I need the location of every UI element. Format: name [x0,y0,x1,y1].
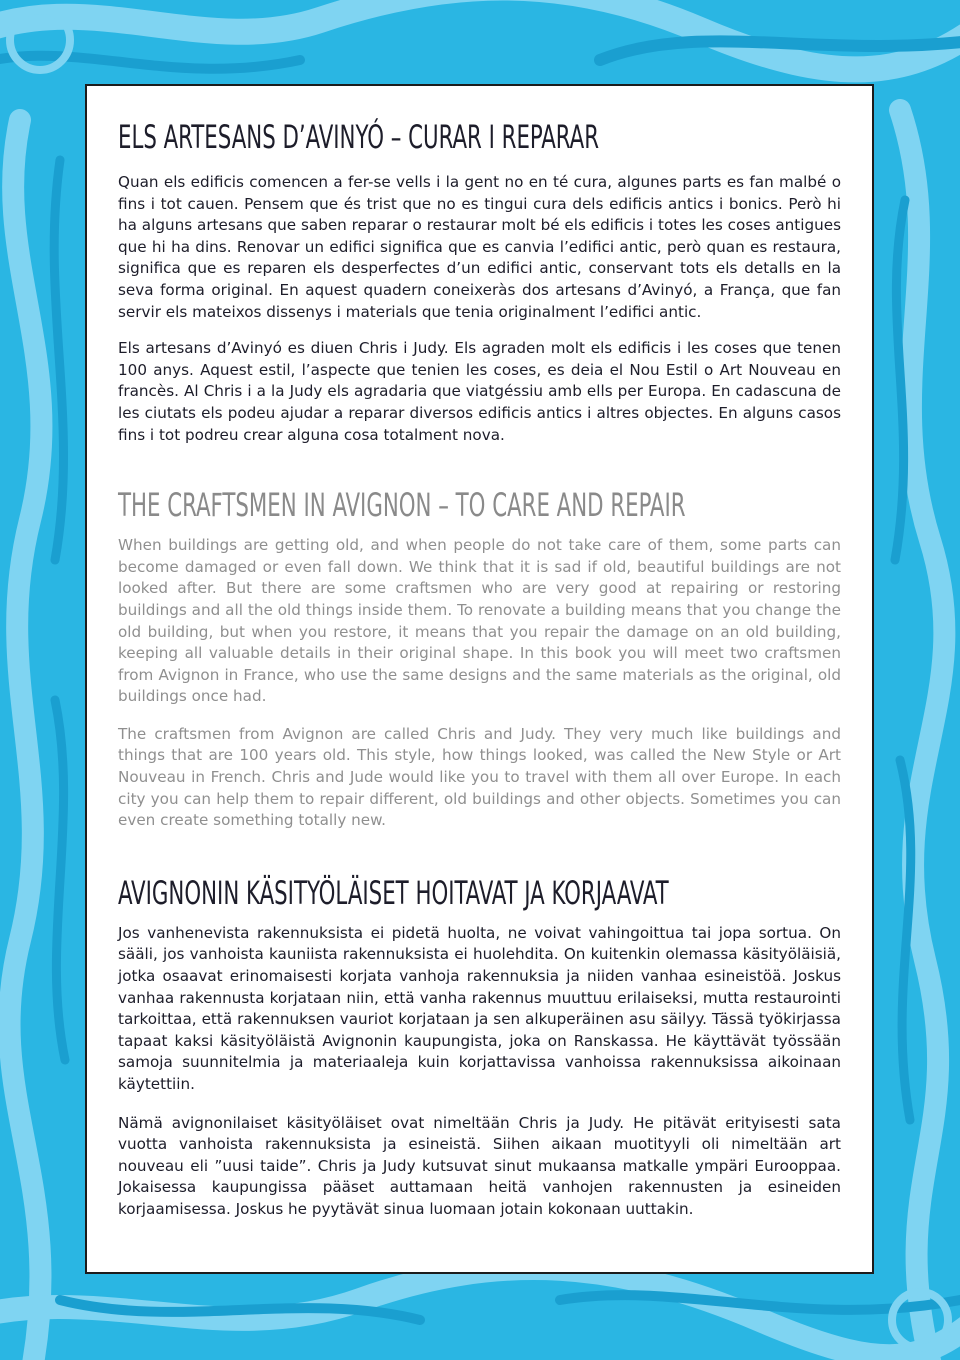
english-section [118,482,841,832]
catalan-paragraph-1: Quan els edificis comencen a fer-se vells i la gent no en té cura, algunes parts es fan malbé o fins i tot cauen. Pensem que és trist que no es tingui cura dels edificis antics i bonics. Però hi ha alguns artesans que saben reparar o restaurar molt bé els edificis i totes les coses antigues que hi ha dins. Renovar un edifici significa que es canvia l’edifici antic, però quan es restaura, significa que es reparen els desperfectes d’un edifici antic, conservant tots els detalls en la seva forma original. En aquest quadern coneixeràs dos artesans d’Avinyó, a França, que fan servir els mateixos dissenys i materials que tenia originalment l’edifici antic. [118,173,841,321]
finnish-paragraph-2: Nämä avignonilaiset käsityöläiset ovat nimeltään Chris ja Judy. He pitävät erityisesti sata vuotta vanhoista rakennuksista ja esineistä. Siihen aikaan muotityyli oli nimeltään art nouveau eli ”uusi taide”. Chris ja Judy kutsuvat sinut mukaansa matkalle ympäri Eurooppaa. Jokaisessa kaupungissa pääset auttamaan heitä vanhojen rakennusten ja esineiden korjaamisessa. Joskus he pyytävät sinua luomaan jotain kokonaan uuttakin. [118,1113,841,1218]
english-paragraph-2: The craftsmen from Avignon are called Chris and Judy. They very much like buildings and things that are 100 years old. This style, how things looked, was called the New Style or Art Nouveau in French. Chris and Jude would like you to travel with them all over Europe. In each city you can help them to repair different, old buildings and other objects. Sometimes you can even create something totally new. [118,724,841,830]
finnish-title: AVIGNONIN KÄSITYÖLÄISET HOITAVAT JA KORJAAVAT [118,873,669,912]
finnish-paragraph-1: Jos vanhenevista rakennuksista ei pidetä huolta, ne voivat vahingoittua tai jopa sortua. On sääli, jos vanhoista kauniista rakennuksista ei huolehdita. On kuitenkin olemassa käsityöläisiä, jotka osaavat erinomaisesti korjata vanhoja rakennuksia ja niiden vanhaa esineistöä. Joskus vanhaa rakennusta korjataan niin, että vanha rakennus muuttuu erilaiseksi, mutta restaurointi tarkoittaa, että rakennuksen vauriot korjataan ja sen alkuperäinen asu säilyy. Tässä työkirjassa tapaat kaksi käsityöläistä Avignonin kaupungista, joka on Ranskassa. He käyttävät työssään samoja suunnitelmia ja materiaaleja kuin korjattavissa vanhoissa rakennuksissa aikoinaan käytettiin. [118,923,841,1093]
content-panel [85,84,874,1274]
catalan-paragraph-2: Els artesans d’Avinyó es diuen Chris i Judy. Els agraden molt els edificis i les coses que tenen 100 anys. Aquest estil, l’aspecte que tenien les coses, es deia el Nou Estil o Art Nouveau en francès. Al Chris i a la Judy els agradaria que viatgéssiu amb ells per Europa. En cadascuna de les ciutats els podeu ajudar a reparar diversos edificis antics i altres objectes. En alguns casos fins i tot podreu crear alguna cosa totalment nova. [118,339,841,444]
english-paragraph-1: When buildings are getting old, and when people do not take care of them, some parts can become damaged or even fall down. We think that it is sad if old, beautiful buildings are not looked after. But there are some craftsmen who are very good at repairing or restoring buildings and all the old things inside them. To renovate a building means that you change the old building, but when you restore, it means that you repair the damage on an old building, keeping all valuable details in their original shape. In this book you will meet two craftsmen from Avignon in France, who use the same designs and the same materials as the original, old buildings once had. [118,536,841,706]
english-title: THE CRAFTSMEN IN AVIGNON – TO CARE AND REPAIR [118,486,686,525]
catalan-section [118,114,841,446]
catalan-title: ELS ARTESANS D’AVINYÓ – CURAR I REPARAR [118,118,600,156]
finnish-section [118,870,841,1221]
